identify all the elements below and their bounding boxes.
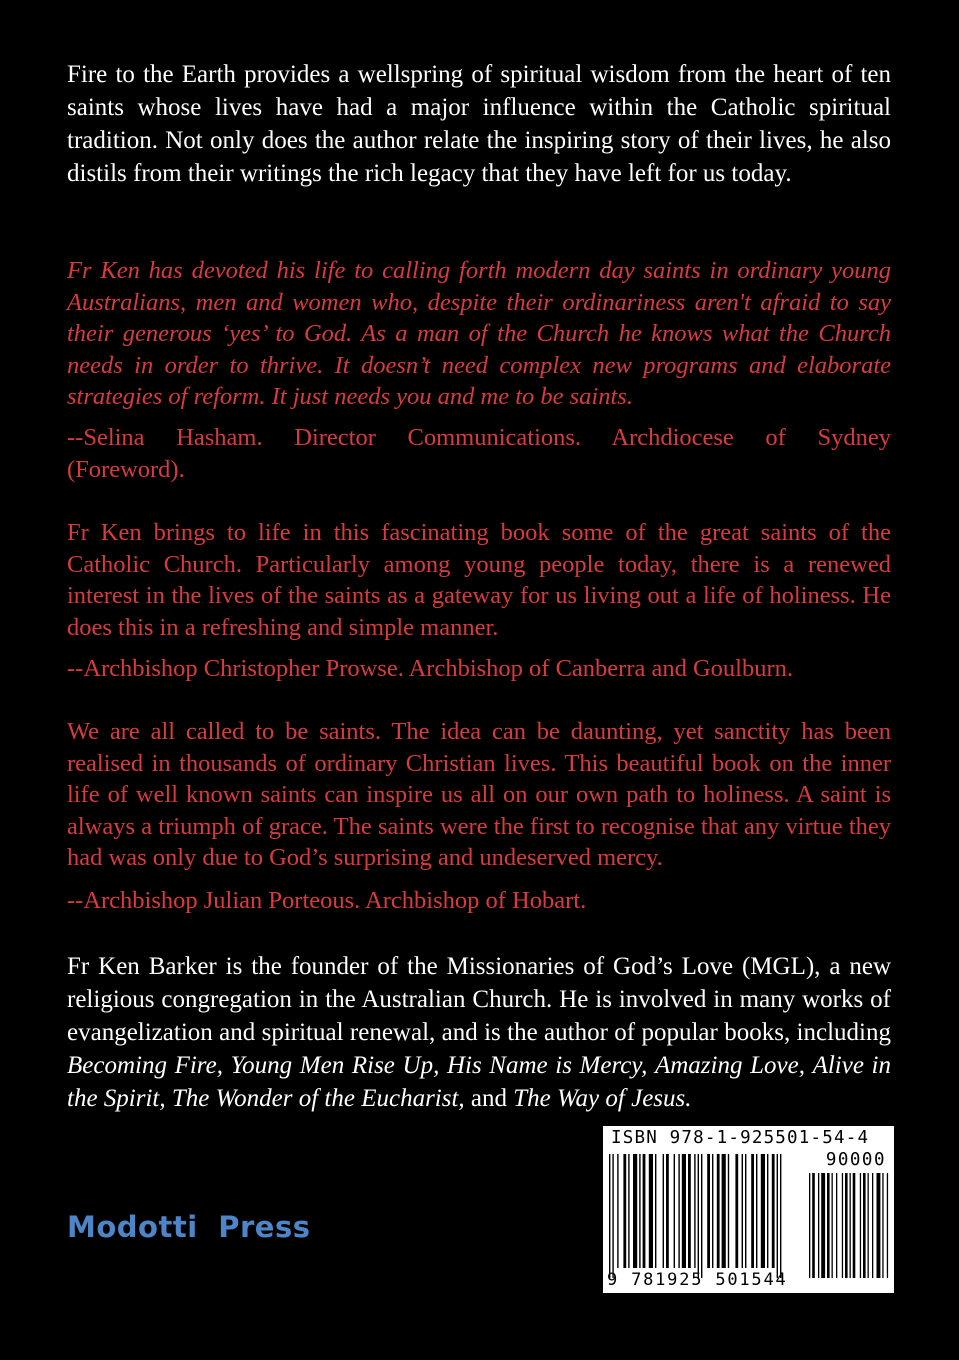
barcode-bar — [612, 1154, 613, 1278]
isbn-label: ISBN 978-1-925501-54-4 — [611, 1128, 870, 1148]
addon-bar — [882, 1173, 883, 1278]
addon-bar — [827, 1173, 830, 1278]
book-title: Young Men Rise Up, — [230, 1052, 440, 1079]
addon-bar — [853, 1173, 856, 1278]
barcode-bar — [649, 1154, 653, 1268]
book-title: Amazing Love, — [654, 1052, 805, 1079]
barcode-bar — [735, 1154, 738, 1268]
endorsement-quote: Fr Ken brings to life in this fascinating book some of the great saints of the Catholic Church. Particularly among young people today, there is a renewed interest in the lives of the saints as a gateway for us living out a life of holiness. He does this in a refreshing and simple manner. — [67, 519, 891, 641]
barcode-bar — [756, 1154, 757, 1268]
barcode-bar — [617, 1154, 618, 1268]
barcode-bars — [603, 1126, 894, 1293]
addon-bar — [860, 1173, 861, 1278]
addon-bar — [863, 1173, 866, 1278]
barcode-bar — [628, 1154, 629, 1268]
barcode-bar — [777, 1154, 778, 1278]
addon-bar — [868, 1173, 869, 1278]
barcode-bar — [694, 1154, 695, 1268]
book-title: The Wonder of the Eucharist, — [171, 1085, 465, 1112]
barcode-bar — [707, 1154, 710, 1268]
price-code: 90000 — [825, 1150, 886, 1170]
barcode-bar — [688, 1154, 691, 1268]
barcode-bar — [678, 1154, 679, 1268]
book-title: Alive in the Spirit, — [67, 1052, 892, 1112]
barcode-bar — [655, 1154, 656, 1268]
publisher-logo: Modotti Press — [67, 1210, 311, 1244]
addon-bar — [836, 1173, 837, 1278]
endorsement-attribution: --Selina Hasham. Director Communications. Archdiocese of Sydney (Foreword). — [67, 424, 891, 483]
barcode-bar — [682, 1154, 686, 1268]
book-title: Becoming Fire, — [67, 1052, 223, 1079]
barcode-bar — [609, 1154, 610, 1278]
addon-bar — [842, 1173, 843, 1278]
addon-bar — [845, 1173, 848, 1278]
barcode-bar — [772, 1154, 775, 1268]
addon-bar — [887, 1173, 888, 1278]
addon-bar — [850, 1173, 851, 1278]
conjunction: and — [470, 1085, 508, 1112]
addon-bar — [818, 1173, 819, 1278]
barcode-bar — [663, 1154, 664, 1268]
barcode-bar — [780, 1154, 781, 1278]
addon-bar — [877, 1173, 881, 1278]
addon-bar — [821, 1173, 825, 1278]
author-bio — [67, 950, 891, 1115]
barcode-bar — [623, 1154, 626, 1268]
ean-digits: 9 781925 501544 — [607, 1270, 788, 1290]
barcode-bar — [633, 1154, 637, 1268]
barcode-bar — [742, 1154, 743, 1268]
addon-bar — [832, 1173, 833, 1278]
barcode-bar — [698, 1154, 699, 1278]
barcode-bar — [745, 1154, 746, 1268]
barcode-bar — [761, 1154, 765, 1268]
book-title: His Name is Mercy, — [446, 1052, 648, 1079]
barcode-bar — [712, 1154, 713, 1268]
barcode-bar — [674, 1154, 675, 1268]
isbn-barcode — [603, 1126, 894, 1293]
barcode-bar — [639, 1154, 640, 1268]
barcode-bar — [666, 1154, 669, 1268]
endorsement-quote: We are all called to be saints. The idea can be daunting, yet sanctity has been realised in thousands of ordinary Christian lives. This beautiful book on the inner life of well known saints can inspire us all on our own path to holiness. A saint is always a triumph of grace. The saints were the first to recognise that any virtue they had was only due to God’s surprising and undeserved mercy. — [67, 718, 891, 871]
barcode-bar — [767, 1154, 768, 1268]
addon-bar — [872, 1173, 873, 1278]
endorsement-attribution: --Archbishop Julian Porteous. Archbishop of Hobart. — [67, 887, 587, 914]
book-title: The Way of Jesus. — [513, 1085, 692, 1112]
barcode-bar — [701, 1154, 702, 1278]
barcode-bar — [728, 1154, 729, 1268]
barcode-bar — [722, 1154, 726, 1268]
barcode-bar — [643, 1154, 646, 1268]
endorsement-quote: Fr Ken has devoted his life to calling forth modern day saints in ordinary young Australians, men and women who, despite their ordinariness aren't afraid to say their generous ‘yes’ to God. As a man of the Church he knows what the Church needs in order to thrive. It doesn’t need complex new programs and elaborate strategies of reform. It just needs you and me to be saints. — [67, 257, 891, 410]
author-bio-text: Fr Ken Barker is the founder of the Missionaries of God’s Love (MGL), a new religious congregation in the Australian Church. He is involved in many works of evangelization and spiritual renewal, and is the author of popular books, including — [67, 953, 891, 1046]
addon-bar — [809, 1173, 810, 1278]
barcode-bar — [717, 1154, 720, 1268]
barcode-bar — [751, 1154, 754, 1268]
addon-bar — [812, 1173, 815, 1278]
book-description: Fire to the Earth provides a wellspring of spiritual wisdom from the heart of ten saints whose lives have had a major influence within the Catholic spiritual tradition. Not only does the author relate the inspiring story of their lives, he also distils from their writings the rich legacy that they have left for us today. — [67, 61, 891, 187]
endorsement-attribution: --Archbishop Christopher Prowse. Archbishop of Canberra and Goulburn. — [67, 655, 794, 682]
